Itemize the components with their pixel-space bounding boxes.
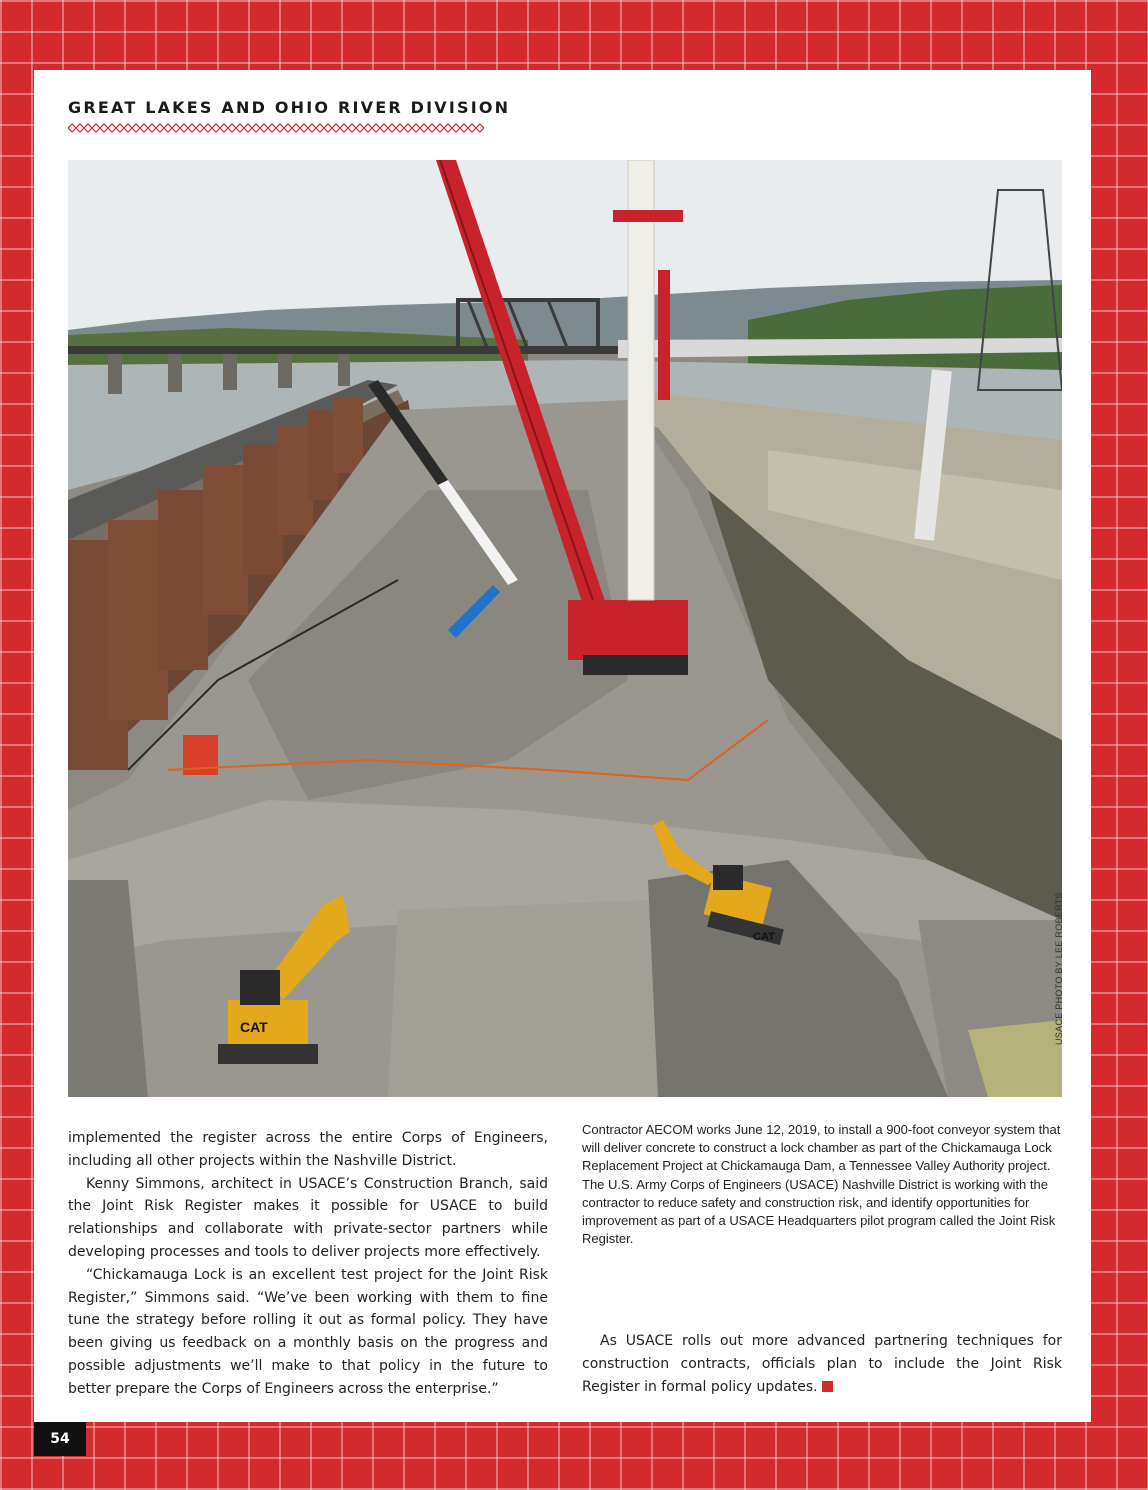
svg-text:CAT: CAT xyxy=(240,1019,268,1035)
end-mark-icon xyxy=(822,1381,833,1392)
page-number: 54 xyxy=(34,1422,86,1456)
paragraph: implemented the register across the entire Corps of Engineers, including all other projects within the Nashville District. xyxy=(68,1130,548,1169)
article-body-right xyxy=(582,1330,1062,1398)
paragraph: “Chickamauga Lock is an excellent test project for the Joint Risk Register,” Simmons said. “We’ve been working with them to fine tune the strategy before rolling it out as formal policy. They have been giving us feedback on a monthly basis on the progress and possible adjustments we’ll make to that policy in the future to better prepare the Corps of Engineers across the enterprise.” xyxy=(68,1266,548,1397)
article-body-left xyxy=(68,1127,548,1401)
page-sheet xyxy=(34,70,1091,1422)
svg-text:CAT: CAT xyxy=(753,931,775,943)
paragraph: Kenny Simmons, architect in USACE’s Construction Branch, said the Joint Risk Register makes it possible for USACE to build relationships and collaborate with private-sector partners while developing processes and tools to deliver projects more effectively. xyxy=(68,1175,548,1260)
photo-credit: USACE PHOTO BY LEE ROBERTS xyxy=(1054,892,1064,1045)
construction-site-photo xyxy=(68,160,1062,1097)
paragraph: As USACE rolls out more advanced partnering techniques for construction contracts, officials plan to include the Joint Risk Register in formal policy updates. xyxy=(582,1333,1062,1395)
photo-caption: Contractor AECOM works June 12, 2019, to install a 900-foot conveyor system that will deliver concrete to construct a lock chamber as part of the Chickamauga Lock Replacement Project at Chickamauga Dam, a Tennessee Valley Authority project. The U.S. Army Corps of Engineers (USACE) Nashville District is working with the contractor to reduce safety and construction risk, and identify opportunities for improvement as part of a USACE Headquarters pilot program called the Joint Risk Register. xyxy=(582,1122,1061,1247)
section-title: GREAT LAKES AND OHIO RIVER DIVISION xyxy=(68,98,511,117)
zigzag-divider xyxy=(68,122,484,134)
